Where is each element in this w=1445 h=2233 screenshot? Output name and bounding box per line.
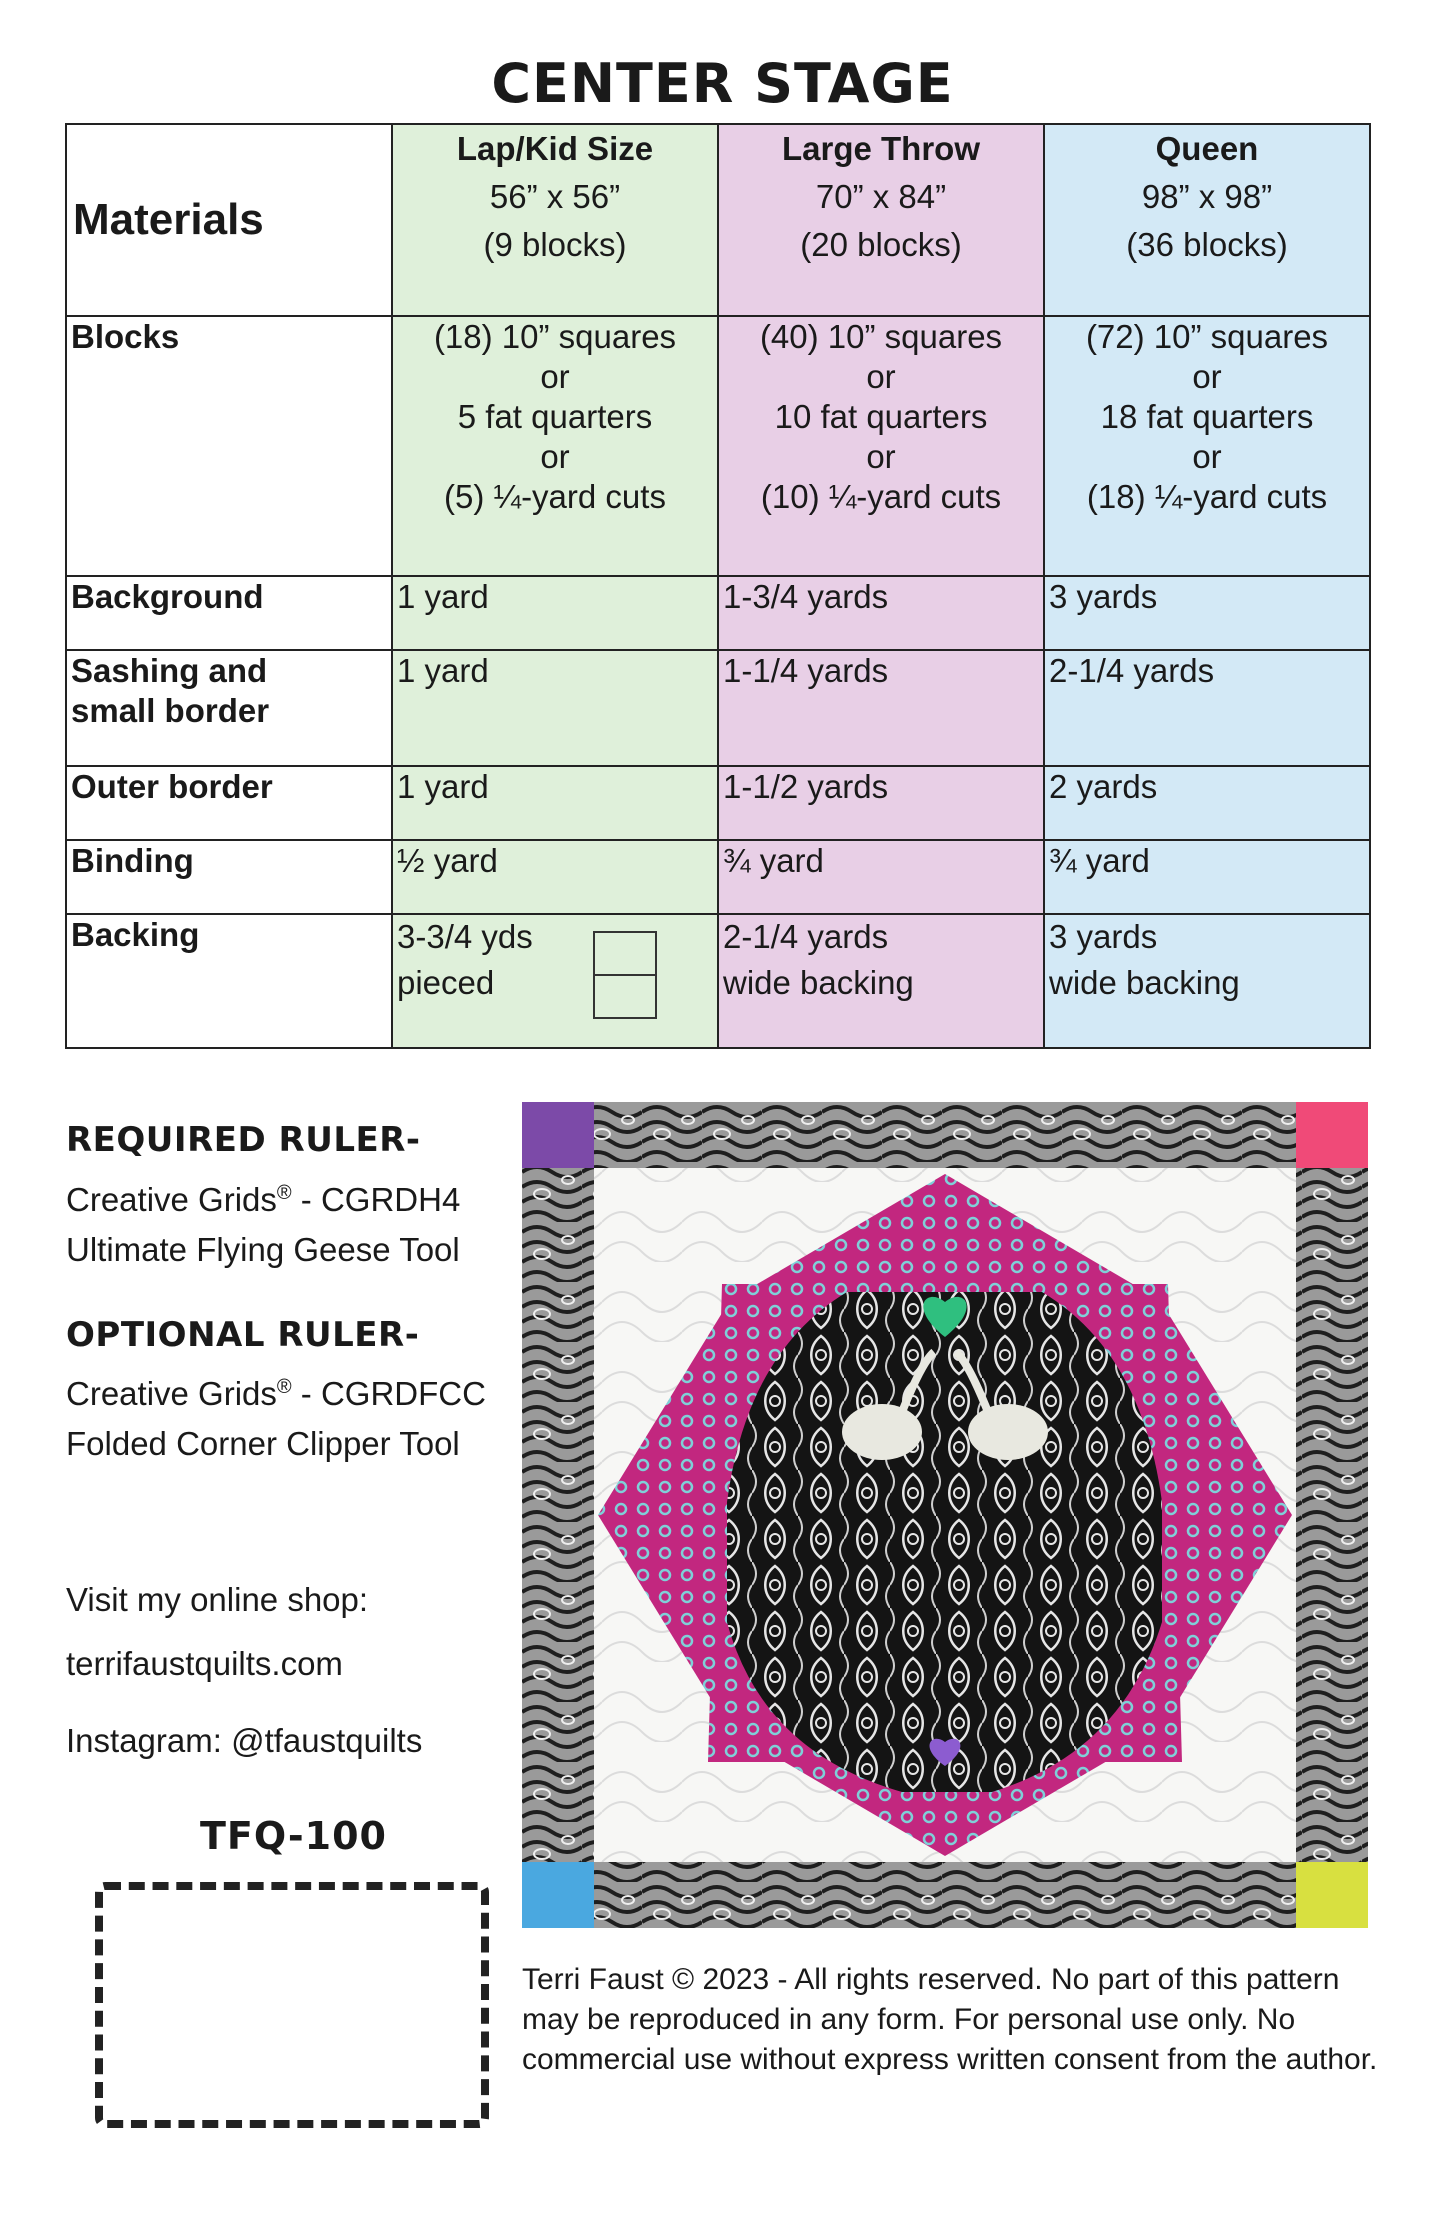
cell-queen bbox=[1044, 316, 1370, 576]
optional-ruler-heading: OPTIONAL RULER- bbox=[66, 1315, 420, 1355]
size-blocks: (9 blocks) bbox=[483, 226, 627, 263]
cell-throw bbox=[718, 316, 1044, 576]
size-name: Queen bbox=[1155, 130, 1259, 167]
materials-table bbox=[65, 123, 1371, 1049]
quilt-photo bbox=[522, 1102, 1368, 1928]
cell-throw: 1-1/4 yards bbox=[718, 650, 1044, 766]
cell-throw: 1-1/2 yards bbox=[718, 766, 1044, 840]
row-label: Binding bbox=[66, 840, 392, 914]
ruler-brand: Creative Grids bbox=[66, 1375, 277, 1412]
size-name: Lap/Kid Size bbox=[456, 130, 654, 167]
row-label: Backing bbox=[66, 914, 392, 1048]
cell-line: or bbox=[1192, 438, 1222, 475]
instagram-handle[interactable]: Instagram: @tfaustquilts bbox=[66, 1722, 423, 1759]
size-dims: 98” x 98” bbox=[1141, 178, 1273, 215]
copyright-notice: Terri Faust © 2023 - All rights reserved. No part of this pattern may be reproduced in any form. For personal use only. No commercial use without express written consent from the author. bbox=[522, 1963, 1378, 2076]
cell-queen: 3 yards bbox=[1044, 576, 1370, 650]
registered-mark: ® bbox=[276, 1182, 292, 1204]
cell-line: (72) 10” squares bbox=[1085, 318, 1329, 355]
size-dims: 70” x 84” bbox=[815, 178, 947, 215]
cell-line: 10 fat quarters bbox=[774, 398, 988, 435]
ruler-brand: Creative Grids bbox=[66, 1181, 277, 1218]
cell-line: 3-3/4 yds bbox=[397, 918, 533, 955]
cell-lap bbox=[392, 316, 718, 576]
ruler-name: Ultimate Flying Geese Tool bbox=[66, 1231, 460, 1268]
cell-lap: ½ yard bbox=[392, 840, 718, 914]
cell-lap: 1 yard bbox=[392, 766, 718, 840]
cell-line: 5 fat quarters bbox=[457, 398, 653, 435]
cell-lap: 1 yard bbox=[392, 650, 718, 766]
pieced-backing-diagram bbox=[593, 931, 657, 1019]
cell-line: 18 fat quarters bbox=[1100, 398, 1314, 435]
cell-line: (40) 10” squares bbox=[759, 318, 1003, 355]
materials-label: Materials bbox=[66, 124, 392, 316]
row-label-line: small border bbox=[71, 692, 270, 729]
cell-line: pieced bbox=[397, 964, 495, 1001]
cell-lap bbox=[392, 914, 718, 1048]
price-sticker-area bbox=[95, 1882, 489, 2128]
cell-line: or bbox=[540, 358, 570, 395]
pattern-code: TFQ-100 bbox=[200, 1814, 387, 1858]
cell-throw: 1-3/4 yards bbox=[718, 576, 1044, 650]
table-header-row bbox=[66, 124, 1370, 316]
cell-line: or bbox=[1192, 358, 1222, 395]
size-queen bbox=[1044, 124, 1370, 316]
optional-ruler-text bbox=[66, 1362, 486, 1469]
cell-queen bbox=[1044, 914, 1370, 1048]
cell-line: or bbox=[540, 438, 570, 475]
table-row-sashing bbox=[66, 650, 1370, 766]
table-row-blocks bbox=[66, 316, 1370, 576]
size-lap bbox=[392, 124, 718, 316]
size-throw bbox=[718, 124, 1044, 316]
required-ruler-heading: REQUIRED RULER- bbox=[66, 1120, 421, 1160]
row-label: Background bbox=[66, 576, 392, 650]
cell-line: wide backing bbox=[723, 964, 914, 1001]
row-label bbox=[66, 650, 392, 766]
size-blocks: (20 blocks) bbox=[800, 226, 962, 263]
cell-line: wide backing bbox=[1049, 964, 1240, 1001]
cell-line: 3 yards bbox=[1049, 918, 1158, 955]
cell-queen: ¾ yard bbox=[1044, 840, 1370, 914]
size-name: Large Throw bbox=[781, 130, 981, 167]
shop-website-link[interactable]: terrifaustquilts.com bbox=[66, 1645, 343, 1682]
cell-line: 2-1/4 yards bbox=[723, 918, 889, 955]
cell-throw bbox=[718, 914, 1044, 1048]
page-title: CENTER STAGE bbox=[491, 52, 954, 115]
table-row-outer-border bbox=[66, 766, 1370, 840]
shop-visit-text: Visit my online shop: bbox=[66, 1581, 369, 1618]
cell-throw: ¾ yard bbox=[718, 840, 1044, 914]
cell-line: (5) ¼-yard cuts bbox=[444, 478, 666, 515]
table-row-binding bbox=[66, 840, 1370, 914]
row-label-line: Sashing and bbox=[71, 652, 268, 689]
ruler-code: - CGRDH4 bbox=[291, 1181, 461, 1218]
table-row-background bbox=[66, 576, 1370, 650]
table-row-backing bbox=[66, 914, 1370, 1048]
cell-line: or bbox=[866, 438, 896, 475]
required-ruler-text bbox=[66, 1168, 460, 1275]
cell-lap: 1 yard bbox=[392, 576, 718, 650]
row-label: Blocks bbox=[66, 316, 392, 576]
registered-mark: ® bbox=[276, 1376, 292, 1398]
size-dims: 56” x 56” bbox=[489, 178, 621, 215]
cell-line: or bbox=[866, 358, 896, 395]
size-blocks: (36 blocks) bbox=[1126, 226, 1288, 263]
ruler-code: - CGRDFCC bbox=[291, 1375, 486, 1412]
cell-queen: 2-1/4 yards bbox=[1044, 650, 1370, 766]
cell-queen: 2 yards bbox=[1044, 766, 1370, 840]
ruler-name: Folded Corner Clipper Tool bbox=[66, 1425, 460, 1462]
cell-line: (18) ¼-yard cuts bbox=[1086, 478, 1328, 515]
row-label: Outer border bbox=[66, 766, 392, 840]
cell-line: (10) ¼-yard cuts bbox=[760, 478, 1002, 515]
cell-line: (18) 10” squares bbox=[433, 318, 677, 355]
